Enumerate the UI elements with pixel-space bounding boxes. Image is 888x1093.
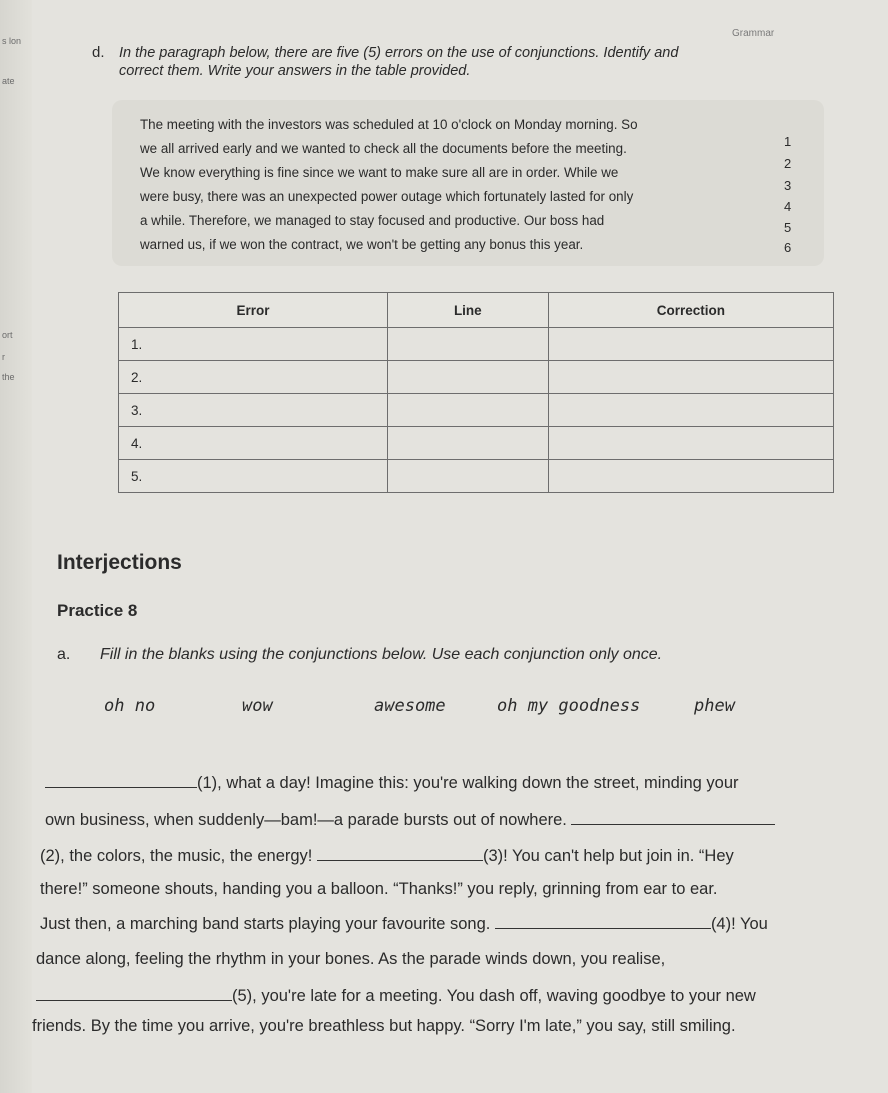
line-cell[interactable] xyxy=(387,361,548,394)
answer-blank-3[interactable] xyxy=(317,846,483,861)
line-cell[interactable] xyxy=(387,427,548,460)
line-number: 5 xyxy=(784,220,792,235)
error-cell[interactable]: 3. xyxy=(119,394,388,427)
instruction-line: In the paragraph below, there are five (5) errors on the use of conjunctions. Identify and xyxy=(119,45,679,61)
paragraph-line: we all arrived early and we wanted to check all the documents before the meeting. xyxy=(140,141,627,156)
story-text: (4)! You xyxy=(710,915,768,933)
margin-fragment: s lon xyxy=(2,36,22,46)
exercise-a-instruction: Fill in the blanks using the conjunctions below. Use each conjunction only once. xyxy=(100,646,663,663)
margin-fragment: the xyxy=(2,372,15,382)
word-bank-item: oh my goodness xyxy=(497,696,641,716)
line-cell[interactable] xyxy=(387,328,548,361)
story-line xyxy=(45,773,739,793)
correction-cell[interactable] xyxy=(548,394,833,427)
exercise-d-instruction xyxy=(119,44,819,80)
story-text: Just then, a marching band starts playing your favourite song. xyxy=(40,915,491,933)
correction-cell[interactable] xyxy=(548,460,833,493)
story-line: friends. By the time you arrive, you're breathless but happy. “Sorry I'm late,” you say, still smiling. xyxy=(32,1017,736,1035)
left-page-margin xyxy=(0,0,32,1093)
margin-fragment: ate xyxy=(2,76,15,86)
table-header-correction: Correction xyxy=(548,293,833,328)
answer-blank-4[interactable] xyxy=(495,914,711,929)
line-number: 1 xyxy=(784,134,792,149)
story-text: (1), what a day! Imagine this: you're walking down the street, minding your xyxy=(197,774,739,792)
practice-title: Practice 8 xyxy=(57,601,138,620)
correction-cell[interactable] xyxy=(548,361,833,394)
margin-fragment: ort xyxy=(2,330,13,340)
story-line xyxy=(40,914,768,934)
section-title: Interjections xyxy=(57,551,182,574)
story-line xyxy=(40,846,734,866)
instruction-line: correct them. Write your answers in the table provided. xyxy=(119,63,471,79)
table-row xyxy=(119,361,834,394)
page-header-label: Grammar xyxy=(732,28,775,39)
word-bank-item: oh no xyxy=(104,696,156,716)
correction-cell[interactable] xyxy=(548,328,833,361)
answer-blank-2[interactable] xyxy=(571,810,775,825)
error-correction-table xyxy=(118,292,834,493)
table-row xyxy=(119,394,834,427)
table-row xyxy=(119,427,834,460)
line-cell[interactable] xyxy=(387,394,548,427)
line-number: 4 xyxy=(784,199,792,214)
story-text: (2), the colors, the music, the energy! xyxy=(40,847,313,865)
margin-fragment: r xyxy=(2,352,5,362)
error-cell[interactable]: 4. xyxy=(119,427,388,460)
answer-blank-5[interactable] xyxy=(36,986,232,1001)
exercise-a-letter: a. xyxy=(57,646,71,663)
story-line xyxy=(36,986,756,1006)
paragraph-line: We know everything is fine since we want to make sure all are in order. While we xyxy=(140,165,619,180)
error-cell[interactable]: 1. xyxy=(119,328,388,361)
line-number: 2 xyxy=(784,156,792,171)
exercise-d-letter: d. xyxy=(92,44,105,61)
paragraph-line: warned us, if we won the contract, we won't be getting any bonus this year. xyxy=(140,237,584,252)
story-text: own business, when suddenly—bam!—a parade bursts out of nowhere. xyxy=(45,811,567,829)
word-bank-item: awesome xyxy=(374,696,446,716)
table-header-error: Error xyxy=(119,293,388,328)
table-row xyxy=(119,460,834,493)
line-number: 6 xyxy=(784,240,792,255)
table-header-line: Line xyxy=(387,293,548,328)
story-line: there!” someone shouts, handing you a balloon. “Thanks!” you reply, grinning from ear to ear. xyxy=(40,880,718,898)
correction-cell[interactable] xyxy=(548,427,833,460)
story-line xyxy=(45,810,775,830)
line-number: 3 xyxy=(784,178,792,193)
word-bank-item: wow xyxy=(242,696,273,716)
paragraph-line: were busy, there was an unexpected power outage which fortunately lasted for only xyxy=(140,189,634,204)
story-text: (3)! You can't help but join in. “Hey xyxy=(482,847,734,865)
paragraph-line: The meeting with the investors was scheduled at 10 o'clock on Monday morning. So xyxy=(140,117,638,132)
table-row xyxy=(119,328,834,361)
error-cell[interactable]: 5. xyxy=(119,460,388,493)
table-header-row xyxy=(119,293,834,328)
story-line: dance along, feeling the rhythm in your bones. As the parade winds down, you realise, xyxy=(36,950,666,968)
answer-blank-1[interactable] xyxy=(45,773,197,788)
error-cell[interactable]: 2. xyxy=(119,361,388,394)
word-bank-item: phew xyxy=(694,696,735,716)
paragraph-line: a while. Therefore, we managed to stay focused and productive. Our boss had xyxy=(140,213,605,228)
line-cell[interactable] xyxy=(387,460,548,493)
story-text: (5), you're late for a meeting. You dash off, waving goodbye to your new xyxy=(232,987,756,1005)
